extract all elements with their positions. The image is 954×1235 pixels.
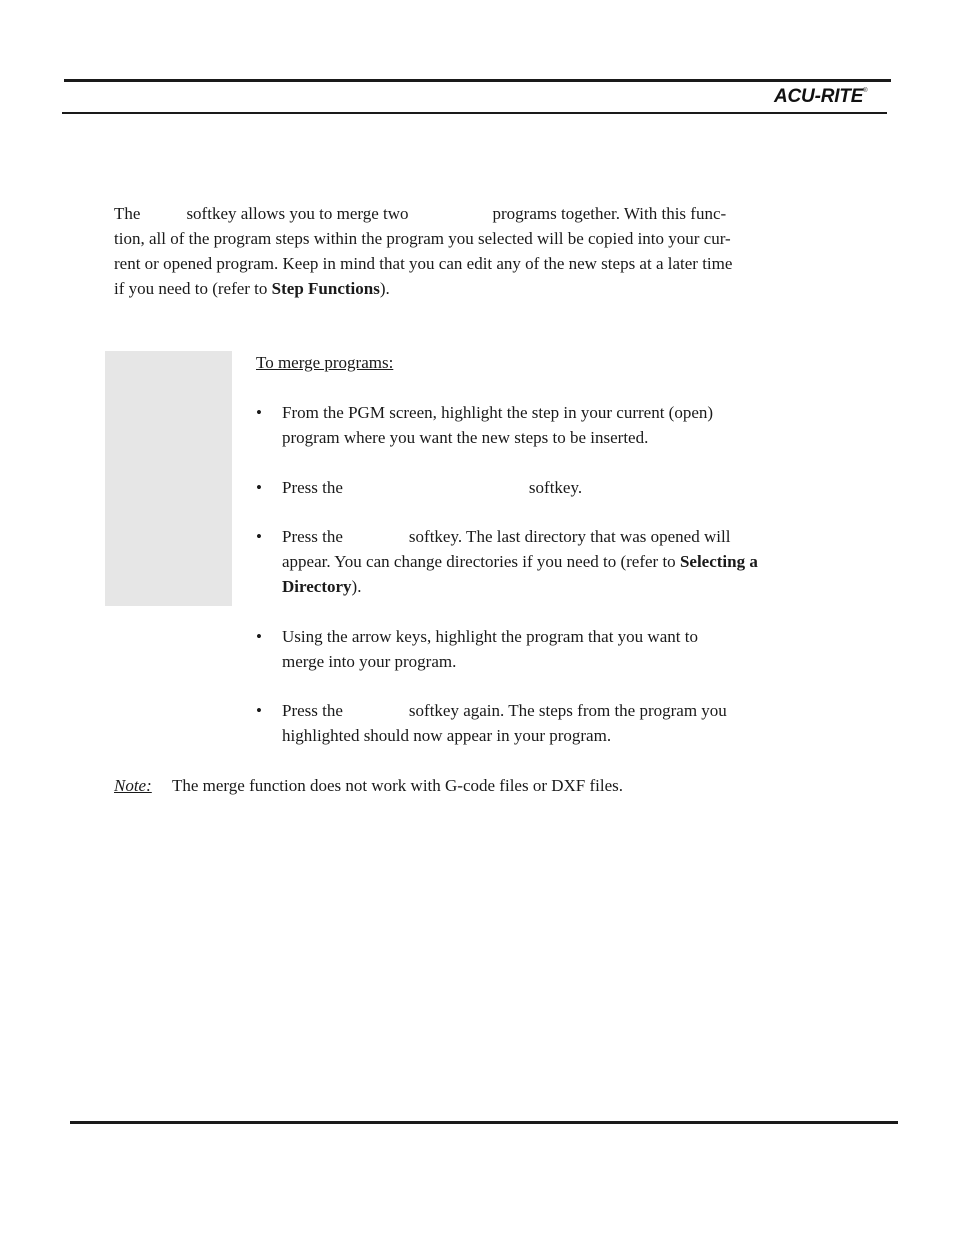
step-3-softkey-text: softkey. The last directory that was opened will xyxy=(408,527,731,546)
step-4-line-1: Using the arrow keys, highlight the program that you want to xyxy=(282,627,698,646)
step-3-line-1 xyxy=(282,524,758,549)
step-5-line-2: highlighted should now appear in your program. xyxy=(282,726,612,745)
bullet: • xyxy=(256,478,262,497)
bullet: • xyxy=(256,403,262,422)
note-text: The merge function does not work with G-code files or DXF files. xyxy=(171,776,624,795)
intro-programs-text: programs together. With this func- xyxy=(492,204,727,223)
sidebar-shaded-box xyxy=(105,351,232,606)
step-1-line-2: program where you want the new steps to be inserted. xyxy=(282,428,649,447)
footer-rule xyxy=(70,1121,898,1124)
note-label: Note: xyxy=(114,776,152,795)
directory-reference: Directory xyxy=(282,577,352,596)
step-2-line-1 xyxy=(282,475,582,500)
acu-rite-logo xyxy=(774,86,867,108)
step-1-line-1: From the PGM screen, highlight the step in your current (open) xyxy=(282,403,714,422)
header-rule-top xyxy=(64,79,891,82)
logo-registered-mark: ® xyxy=(863,88,868,94)
step-3-appear-text: appear. You can change directories if you need to (refer to xyxy=(282,552,680,571)
intro-line-1 xyxy=(114,201,814,226)
step-3-close-paren: ). xyxy=(351,577,362,596)
intro-merge-text: softkey allows you to merge two xyxy=(186,204,409,223)
bullet: • xyxy=(256,627,262,646)
step-5-softkey-text: softkey again. The steps from the program you xyxy=(408,701,727,720)
step-3-line-2 xyxy=(282,549,758,574)
step-4-line-2: merge into your program. xyxy=(282,652,457,671)
note xyxy=(114,773,623,798)
bullet: • xyxy=(256,527,262,546)
step-5-press: Press the xyxy=(282,701,343,720)
logo-text: ACU-RITE xyxy=(774,86,864,107)
intro-the: The xyxy=(114,204,141,223)
bullet: • xyxy=(256,701,262,720)
intro-refer-text: if you need to (refer to xyxy=(114,279,272,298)
step-3-press: Press the xyxy=(282,527,343,546)
step-3-line-3 xyxy=(282,574,758,599)
header-rule-bottom xyxy=(62,112,887,114)
step-2-press: Press the xyxy=(282,478,343,497)
intro-line-2: tion, all of the program steps within the program you selected will be copied into your cur- xyxy=(114,229,731,248)
procedure-title: To merge programs: xyxy=(256,353,394,372)
intro-line-4 xyxy=(114,276,814,301)
step-2-softkey: softkey. xyxy=(528,478,583,497)
step-functions-reference: Step Functions xyxy=(271,279,380,298)
selecting-a-directory-reference: Selecting a xyxy=(679,552,758,571)
step-5-line-1 xyxy=(282,698,727,723)
intro-paragraph xyxy=(114,201,814,301)
intro-line-3: rent or opened program. Keep in mind that you can edit any of the new steps at a later time xyxy=(114,254,733,273)
intro-close-paren: ). xyxy=(379,279,390,298)
